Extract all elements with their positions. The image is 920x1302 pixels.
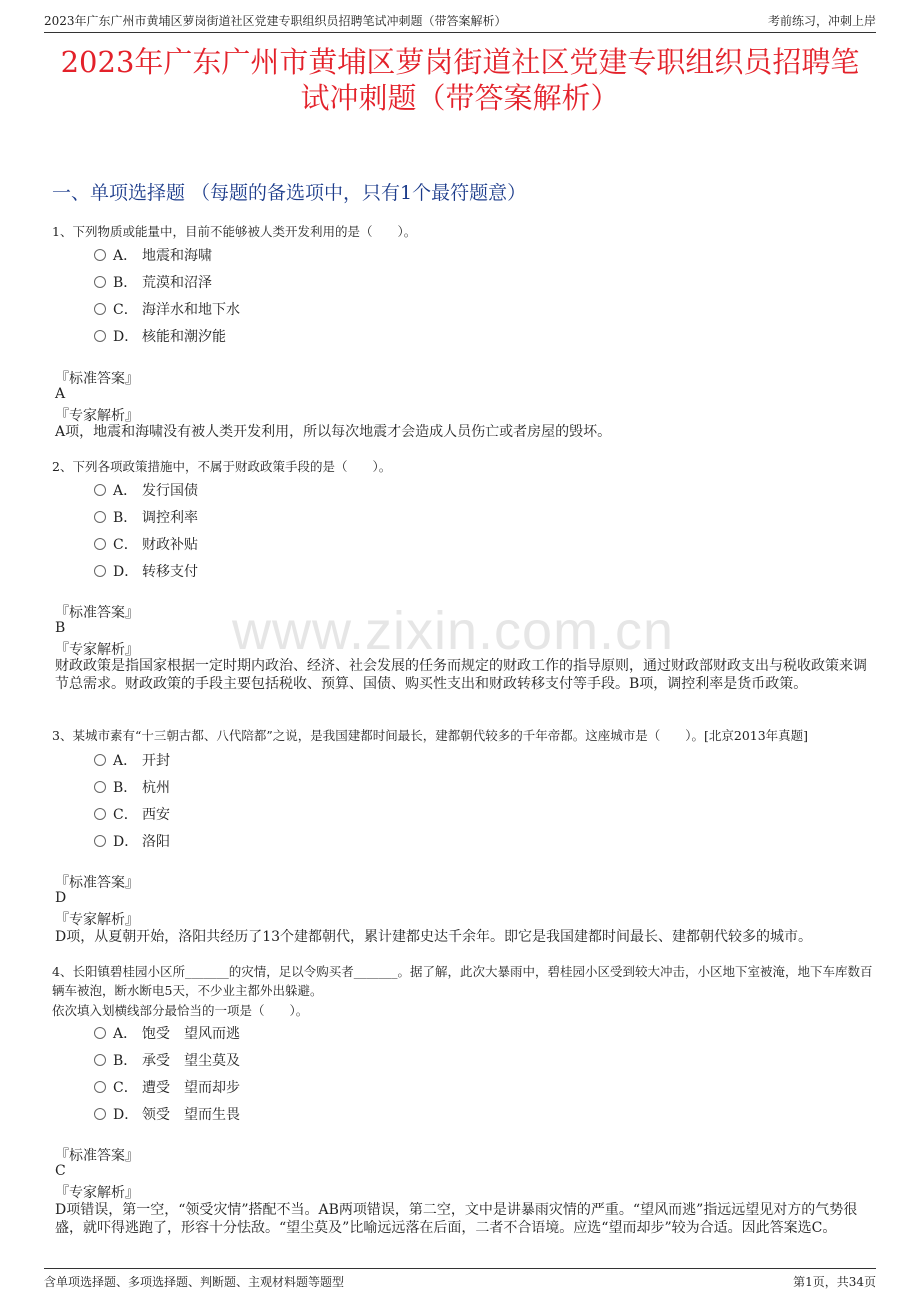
question-4-answer: C xyxy=(55,1163,66,1179)
radio-icon[interactable] xyxy=(94,754,106,766)
radio-icon[interactable] xyxy=(94,1027,106,1039)
question-2-option-b[interactable]: B． 调控利率 xyxy=(94,507,198,527)
question-3-text: 3、某城市素有“十三朝古都、八代陪都”之说，是我国建都时间最长，建都朝代较多的千年帝都。这座城市是（ ）。[北京2013年真题] xyxy=(52,728,809,743)
question-3-option-b[interactable]: B． 杭州 xyxy=(94,777,170,797)
radio-icon[interactable] xyxy=(94,1108,106,1120)
header-slogan: 考前练习，冲刺上岸 xyxy=(767,14,876,28)
answer-label: 『标准答案』 xyxy=(55,875,139,891)
question-1-answer: A xyxy=(55,386,66,402)
explanation-label: 『专家解析』 xyxy=(55,1185,139,1201)
document-title xyxy=(40,44,880,116)
question-1-option-d[interactable]: D． 核能和潮汐能 xyxy=(94,326,226,346)
radio-icon[interactable] xyxy=(94,484,106,496)
question-4-option-c[interactable]: C． 遭受 望而却步 xyxy=(94,1077,240,1097)
question-4-option-d[interactable]: D． 领受 望而生畏 xyxy=(94,1104,240,1124)
page-number: 第1页，共34页 xyxy=(793,1275,876,1289)
page-header xyxy=(44,10,876,33)
question-2-option-d[interactable]: D． 转移支付 xyxy=(94,561,198,581)
question-3-option-d[interactable]: D． 洛阳 xyxy=(94,831,170,851)
question-3-explanation: D项，从夏朝开始，洛阳共经历了13个建都朝代，累计建都史达千余年。即它是我国建都时间最长、建都朝代较多的城市。 xyxy=(55,929,813,945)
radio-icon[interactable] xyxy=(94,565,106,577)
radio-icon[interactable] xyxy=(94,835,106,847)
explanation-label: 『专家解析』 xyxy=(55,408,139,424)
question-1-option-b[interactable]: B． 荒漠和沼泽 xyxy=(94,272,212,292)
question-2-answer: B xyxy=(55,620,66,636)
page-footer xyxy=(44,1268,876,1291)
radio-icon[interactable] xyxy=(94,808,106,820)
question-1-option-a[interactable]: A． 地震和海啸 xyxy=(94,245,212,265)
question-2-text: 2、下列各项政策措施中，不属于财政政策手段的是（ ）。 xyxy=(52,459,392,474)
question-4-text: 4、长阳镇碧桂园小区所_______的灾情，足以令购买者_______。据了解，此次大暴雨中，碧桂园小区受到较大冲击，小区地下室被淹，地下车库数百辆车被泡，断水断电5天，不少业主都外出躲避。 xyxy=(52,964,873,998)
footer-description: 含单项选择题、多项选择题、判断题、主观材料题等题型 xyxy=(44,1275,345,1289)
radio-icon[interactable] xyxy=(94,1054,106,1066)
question-1-text: 1、下列物质或能量中，目前不能够被人类开发利用的是（ ）。 xyxy=(52,224,417,239)
question-4-option-b[interactable]: B． 承受 望尘莫及 xyxy=(94,1050,240,1070)
radio-icon[interactable] xyxy=(94,303,106,315)
answer-label: 『标准答案』 xyxy=(55,1148,139,1164)
question-4-instruction: 依次填入划横线部分最恰当的一项是（ ）。 xyxy=(52,1003,309,1018)
question-2-option-a[interactable]: A． 发行国债 xyxy=(94,480,198,500)
question-3-option-a[interactable]: A． 开封 xyxy=(94,750,170,770)
explanation-label: 『专家解析』 xyxy=(55,912,139,928)
header-doc-title: 2023年广东广州市黄埔区萝岗街道社区党建专职组织员招聘笔试冲刺题（带答案解析） xyxy=(44,14,507,28)
watermark: www.zixin.com.cn xyxy=(232,601,675,661)
question-1-option-c[interactable]: C． 海洋水和地下水 xyxy=(94,299,240,319)
question-2-explanation: 财政政策是指国家根据一定时期内政治、经济、社会发展的任务而规定的财政工作的指导原则，通过财政部财政支出与税收政策来调节总需求。财政政策的手段主要包括税收、预算、国债、购买性支出和财政转移支付等手段。B项，调控利率是货币政策。 xyxy=(55,658,867,692)
radio-icon[interactable] xyxy=(94,276,106,288)
question-3-option-c[interactable]: C． 西安 xyxy=(94,804,170,824)
radio-icon[interactable] xyxy=(94,1081,106,1093)
section-heading: 一、单项选择题 （每题的备选项中，只有1个最符题意） xyxy=(52,182,527,204)
question-4-explanation: D项错误，第一空，“领受灾情”搭配不当。AB两项错误，第二空，文中是讲暴雨灾情的严重。“望风而逃”指远远望见对方的气势很盛，就吓得逃跑了，形容十分怯敌。“望尘莫及”比喻远远落在后面，二者不合语境。应选“望而却步”较为合适。因此答案选C。 xyxy=(55,1202,858,1236)
radio-icon[interactable] xyxy=(94,511,106,523)
question-3-answer: D xyxy=(55,890,67,906)
radio-icon[interactable] xyxy=(94,538,106,550)
radio-icon[interactable] xyxy=(94,781,106,793)
question-2-option-c[interactable]: C． 财政补贴 xyxy=(94,534,198,554)
question-1-explanation: A项，地震和海啸没有被人类开发利用，所以每次地震才会造成人员伤亡或者房屋的毁坏。 xyxy=(55,424,612,440)
title-line-1: 2023年广东广州市黄埔区萝岗街道社区党建专职组织员招聘笔 xyxy=(60,45,860,79)
radio-icon[interactable] xyxy=(94,330,106,342)
answer-label: 『标准答案』 xyxy=(55,605,139,621)
explanation-label: 『专家解析』 xyxy=(55,642,139,658)
answer-label: 『标准答案』 xyxy=(55,371,139,387)
question-4-option-a[interactable]: A． 饱受 望风而逃 xyxy=(94,1023,240,1043)
radio-icon[interactable] xyxy=(94,249,106,261)
title-line-2: 试冲刺题（带答案解析） xyxy=(300,81,620,115)
